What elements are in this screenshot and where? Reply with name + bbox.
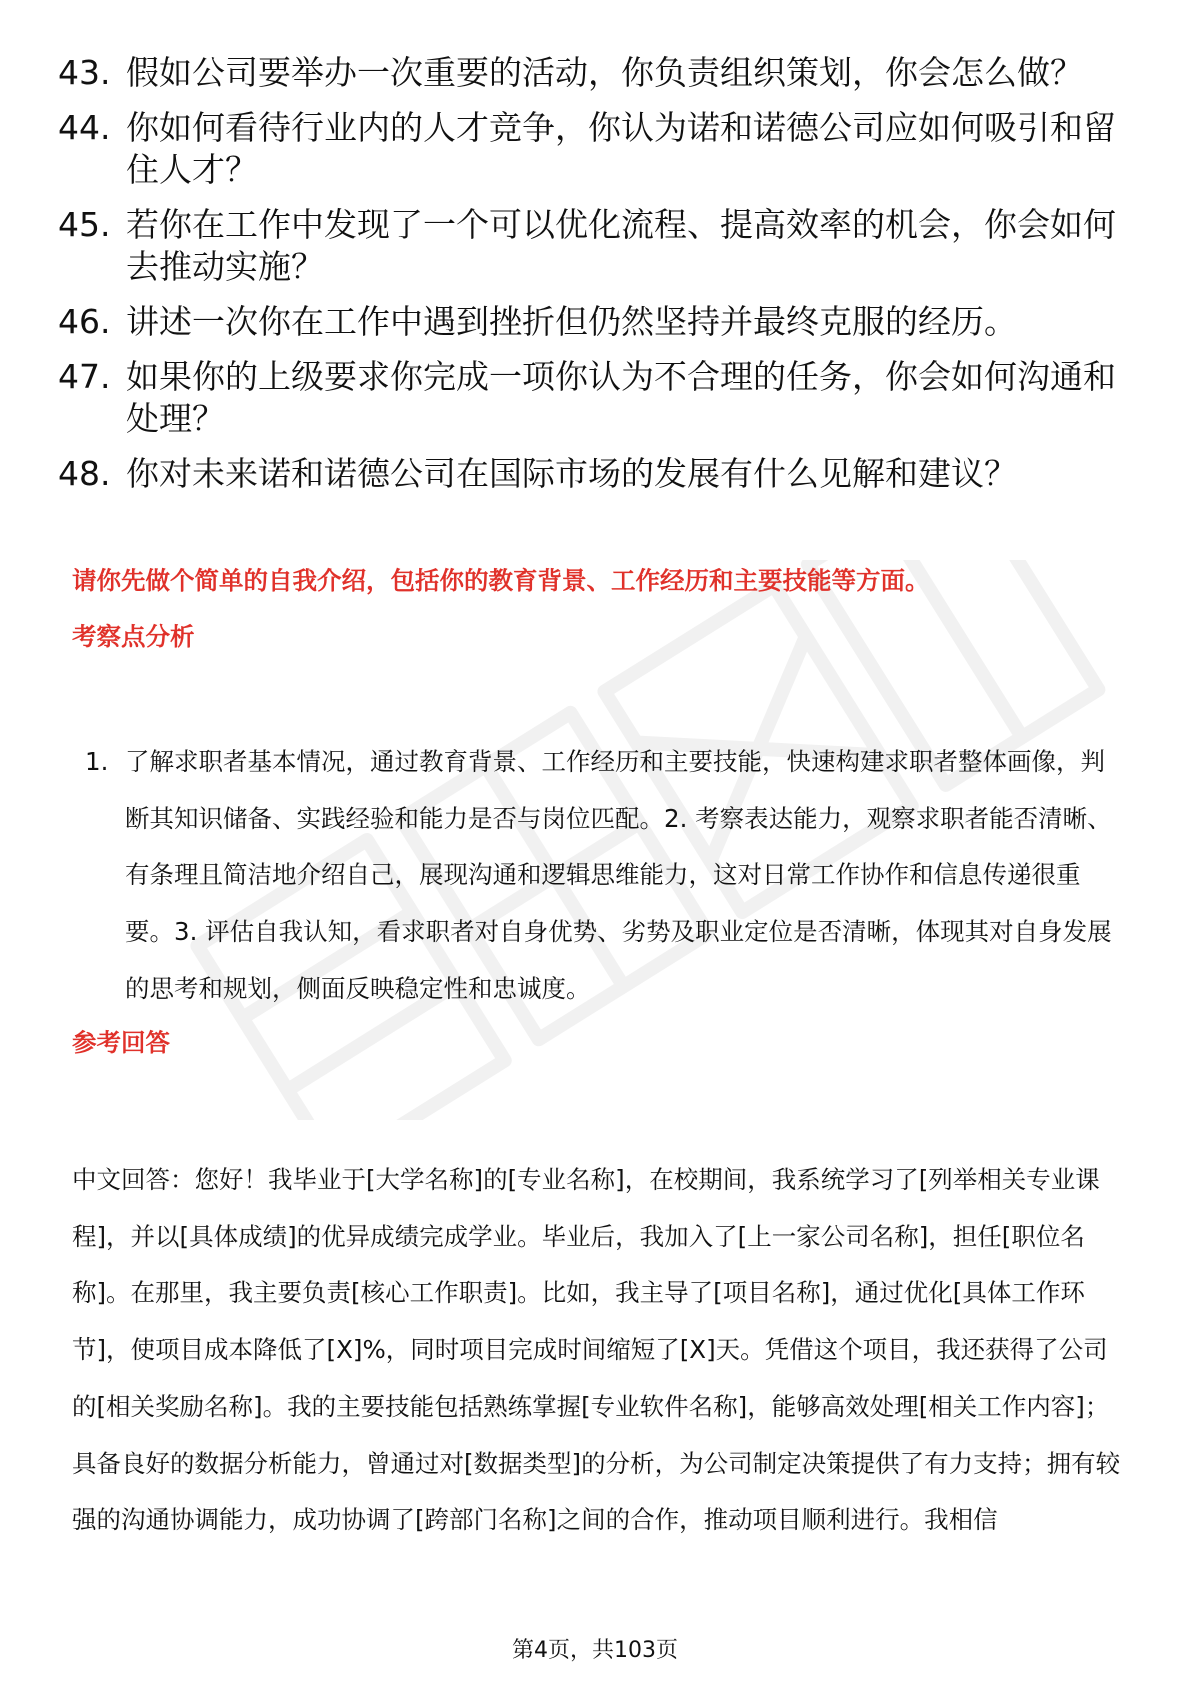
question-list	[58, 52, 1138, 508]
question-text: 假如公司要举办一次重要的活动，你负责组织策划，你会怎么做？	[126, 53, 1083, 92]
question-item	[58, 356, 1138, 440]
question-item	[58, 204, 1138, 288]
question-text: 若你在工作中发现了一个可以优化流程、提高效率的机会，你会如何去推动实施？	[126, 205, 1116, 286]
analysis-number: 1.	[85, 747, 109, 776]
question-number: 44.	[58, 108, 111, 147]
question-number: 45.	[58, 205, 111, 244]
answer-heading: 参考回答	[72, 1028, 170, 1057]
question-text: 你对未来诺和诺德公司在国际市场的发展有什么见解和建议？	[126, 454, 1017, 493]
analysis-heading: 考察点分析	[72, 622, 195, 651]
question-item	[58, 453, 1138, 495]
question-number: 47.	[58, 357, 111, 396]
question-number: 43.	[58, 53, 111, 92]
question-item	[58, 301, 1138, 343]
section-question-heading: 请你先做个简单的自我介绍，包括你的教育背景、工作经历和主要技能等方面。	[72, 566, 930, 595]
question-item	[58, 52, 1138, 94]
question-number: 48.	[58, 454, 111, 493]
analysis-text: 了解求职者基本情况，通过教育背景、工作经历和主要技能，快速构建求职者整体画像，判断其知识储备、实践经验和能力是否与岗位匹配。2. 考察表达能力，观察求职者能否清晰、有条理且简洁地介绍自己，展现沟通和逻辑思维能力，这对日常工作协作和信息传递很重要。3. 评估自我认知，看求职者对自身优势、劣势及职业定位是否清晰，体现其对自身发展的思考和规划，侧面反映稳定性和忠诚度。	[125, 747, 1112, 1003]
question-number: 46.	[58, 302, 111, 341]
question-text: 你如何看待行业内的人才竞争，你认为诺和诺德公司应如何吸引和留住人才？	[126, 108, 1116, 189]
question-item	[58, 107, 1138, 191]
question-text: 如果你的上级要求你完成一项你认为不合理的任务，你会如何沟通和处理？	[126, 357, 1116, 438]
page-footer: 第4页，共103页	[512, 1638, 678, 1663]
analysis-list	[85, 734, 1125, 1018]
question-text: 讲述一次你在工作中遇到挫折但仍然坚持并最终克服的经历。	[126, 302, 1017, 341]
answer-paragraph: 中文回答：您好！我毕业于[大学名称]的[专业名称]，在校期间，我系统学习了[列举相关专业课程]，并以[具体成绩]的优异成绩完成学业。毕业后，我加入了[上一家公司名称]，担任[职位名称]。在那里，我主要负责[核心工作职责]。比如，我主导了[项目名称]，通过优化[具体工作环节]，使项目成本降低了[X]%，同时项目完成时间缩短了[X]天。凭借这个项目，我还获得了公司的[相关奖励名称]。我的主要技能包括熟练掌握[专业软件名称]，能够高效处理[相关工作内容]；具备良好的数据分析能力，曾通过对[数据类型]的分析，为公司制定决策提供了有力支持；拥有较强的沟通协调能力，成功协调了[跨部门名称]之间的合作，推动项目顺利进行。我相信	[72, 1165, 1121, 1535]
